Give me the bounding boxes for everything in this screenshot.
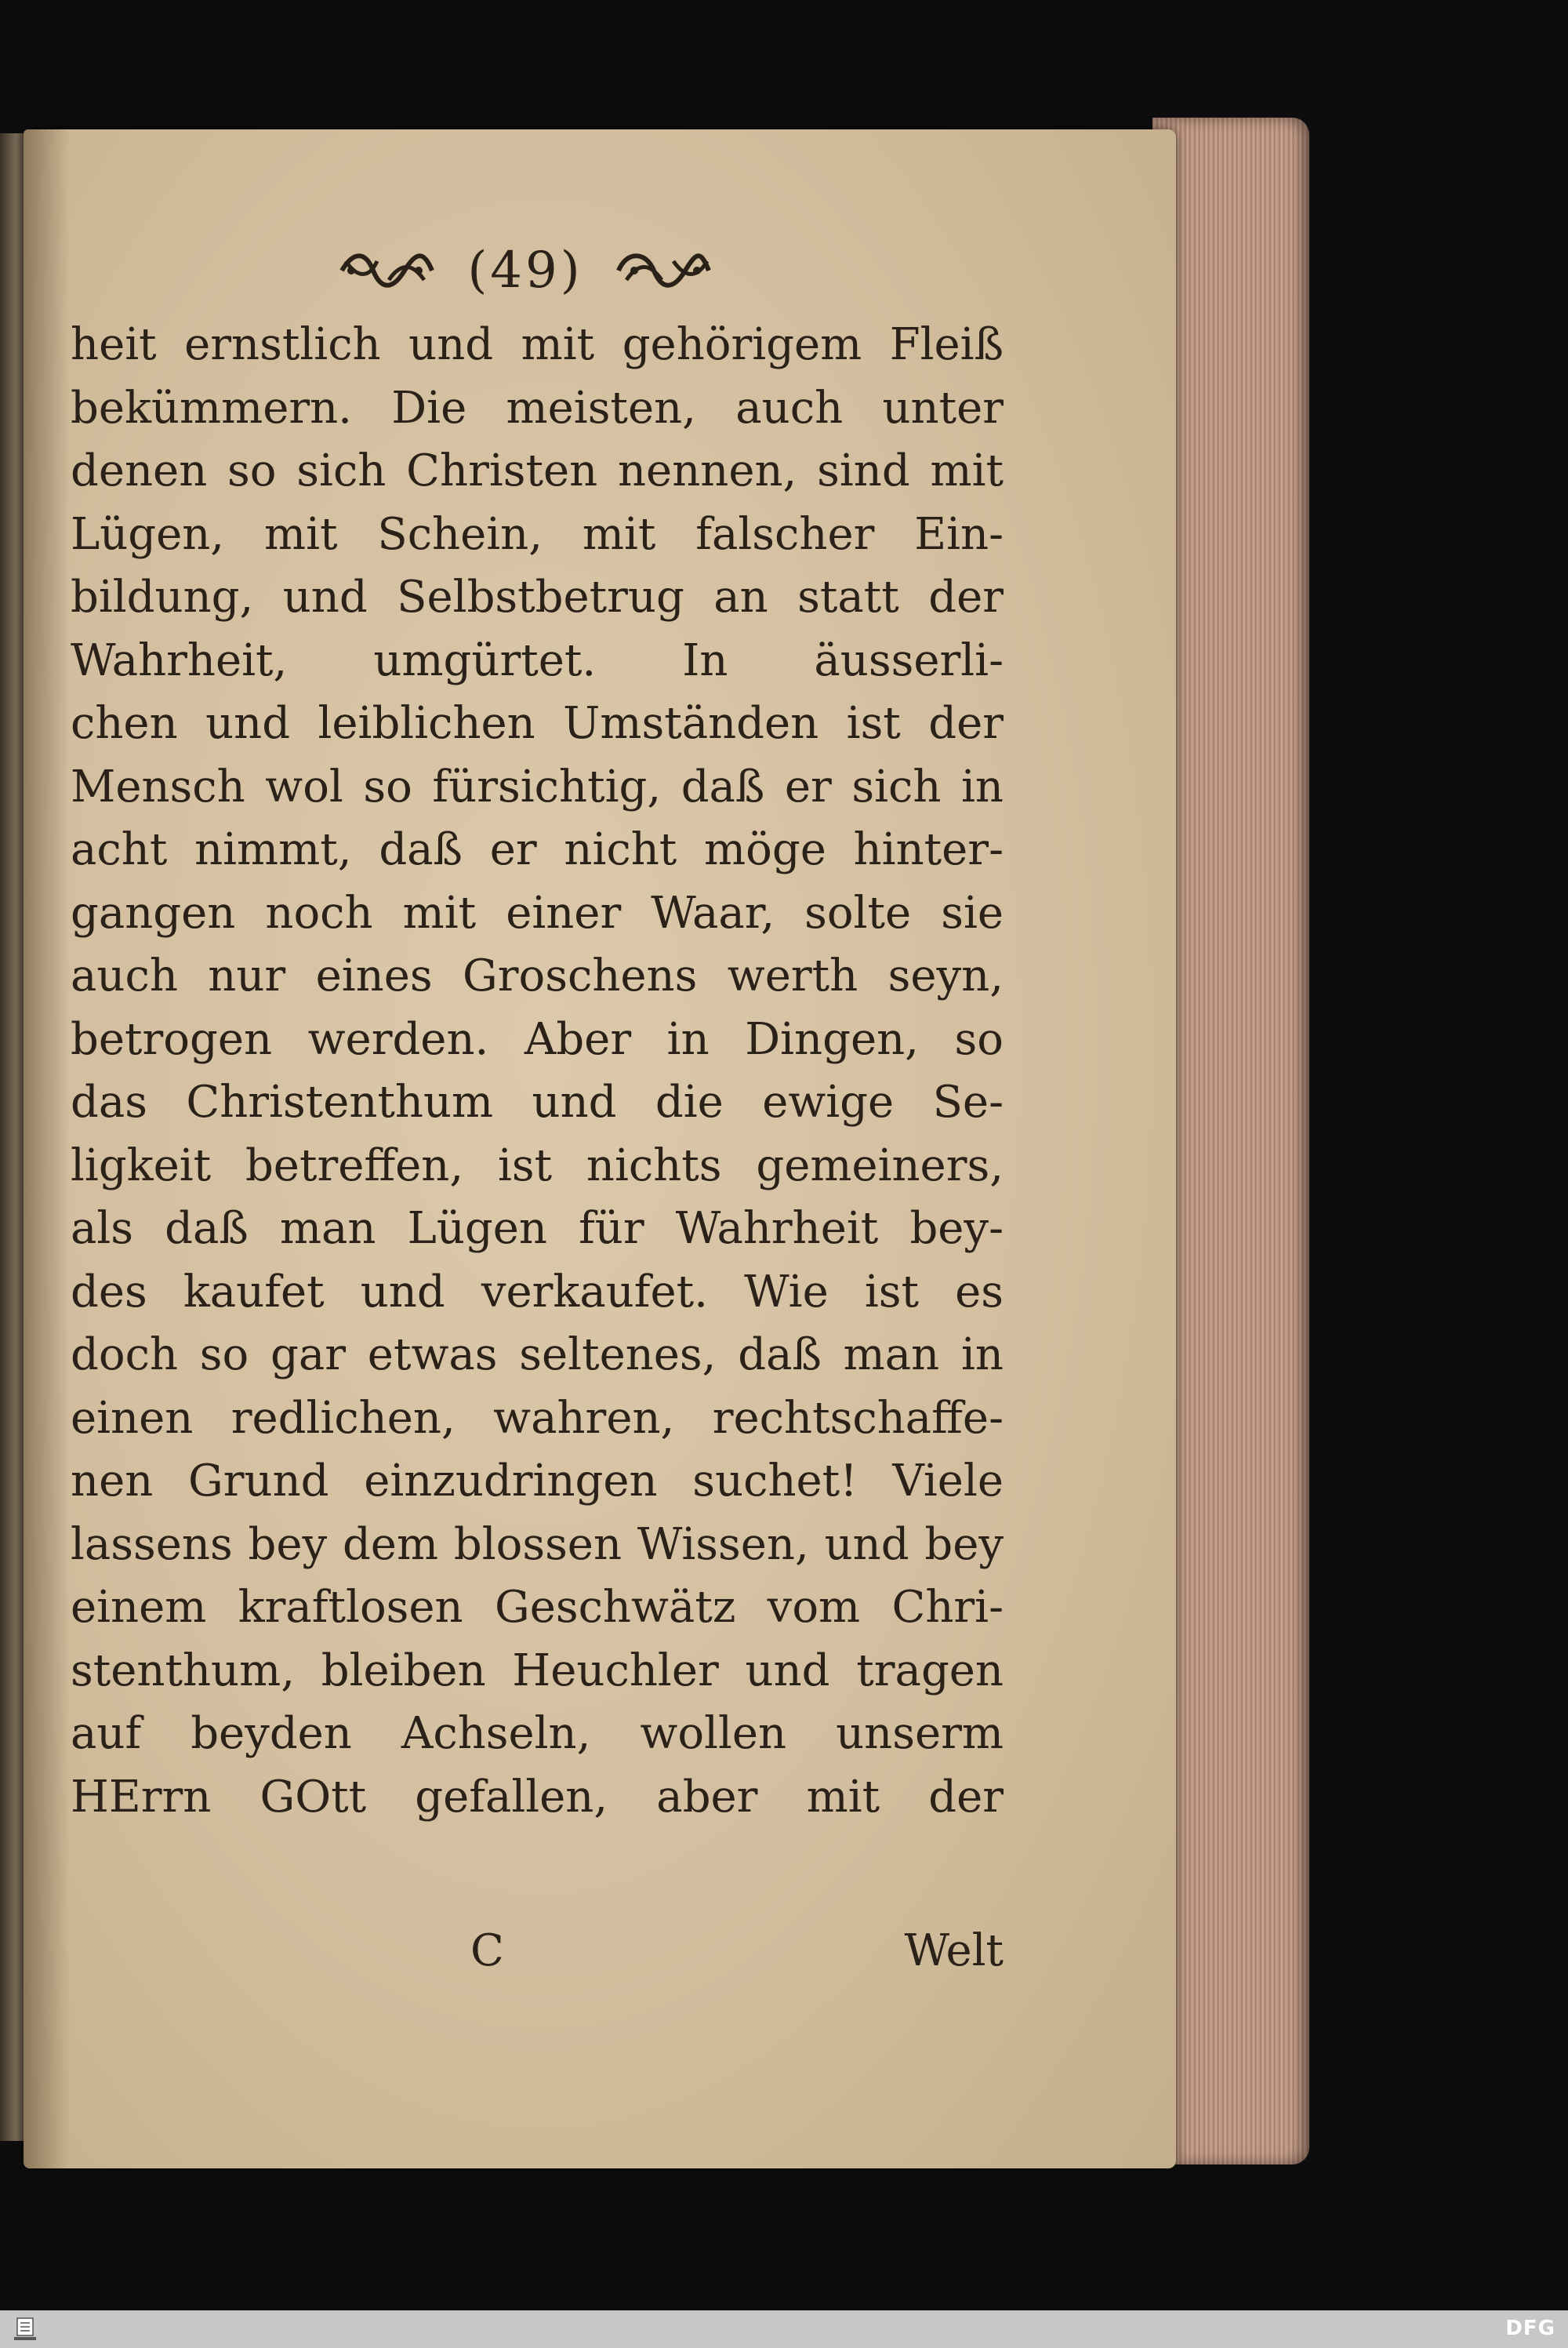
right-ornament-icon [615,247,717,294]
text-line: einem kraftlosen Geschwätz vom Chri- [71,1582,1004,1633]
text-line: einen redlichen, wahren, rechtschaffe- [71,1392,1004,1444]
library-emblem-icon [11,2315,39,2343]
text-line: Mensch wol so fürsichtig, daß er sich in [71,761,1004,812]
left-ornament-icon [334,247,436,294]
dfg-logo: DFG [1505,2317,1555,2340]
text-line: betrogen werden. Aber in Dingen, so [71,1013,1004,1065]
text-line: acht nimmt, daß er nicht möge hinter- [71,824,1004,875]
page-header [282,224,768,318]
text-line: lassens bey dem blossen Wissen, und bey [71,1518,1004,1570]
page-number: (49) [467,242,583,300]
book-page [24,129,1176,2168]
signature-mark: C [470,1925,504,1976]
text-line: stenthum, bleiben Heuchler und tragen [71,1645,1004,1696]
text-line: doch so gar etwas seltenes, daß man in [71,1329,1004,1380]
catchword: Welt [904,1925,1004,1976]
text-line: bildung, und Selbstbetrug an statt der [71,572,1004,623]
text-line: chen und leiblichen Umständen ist der [71,698,1004,749]
text-line: Lügen, mit Schein, mit falscher Ein- [71,508,1004,560]
text-line: des kaufet und verkaufet. Wie ist es [71,1266,1004,1318]
book-fore-edge [1152,118,1309,2164]
text-line: heit ernstlich und mit gehörigem Fleiß [71,319,1004,370]
text-line: denen so sich Christen nennen, sind mit [71,445,1004,496]
viewer-footer-bar [0,2310,1568,2348]
text-line: bekümmern. Die meisten, auch unter [71,382,1004,434]
text-line: gangen noch mit einer Waar, solte sie [71,887,1004,939]
previous-leaf-edge [0,133,27,2141]
text-line: ligkeit betreffen, ist nichts gemeiners, [71,1139,1004,1191]
text-line: als daß man Lügen für Wahrheit bey- [71,1203,1004,1254]
gutter-shadow [24,129,71,2168]
text-line: auf beyden Achseln, wollen unserm [71,1708,1004,1759]
catch-line [470,1925,1004,1976]
text-line: auch nur eines Groschens werth seyn, [71,950,1004,1001]
text-line: das Christenthum und die ewige Se- [71,1077,1004,1128]
body-text [71,314,1004,1829]
text-line: HErrn GOtt gefallen, aber mit der [71,1771,1004,1823]
text-line: nen Grund einzudringen suchet! Viele [71,1456,1004,1507]
text-line: Wahrheit, umgürtet. In äusserli- [71,634,1004,686]
